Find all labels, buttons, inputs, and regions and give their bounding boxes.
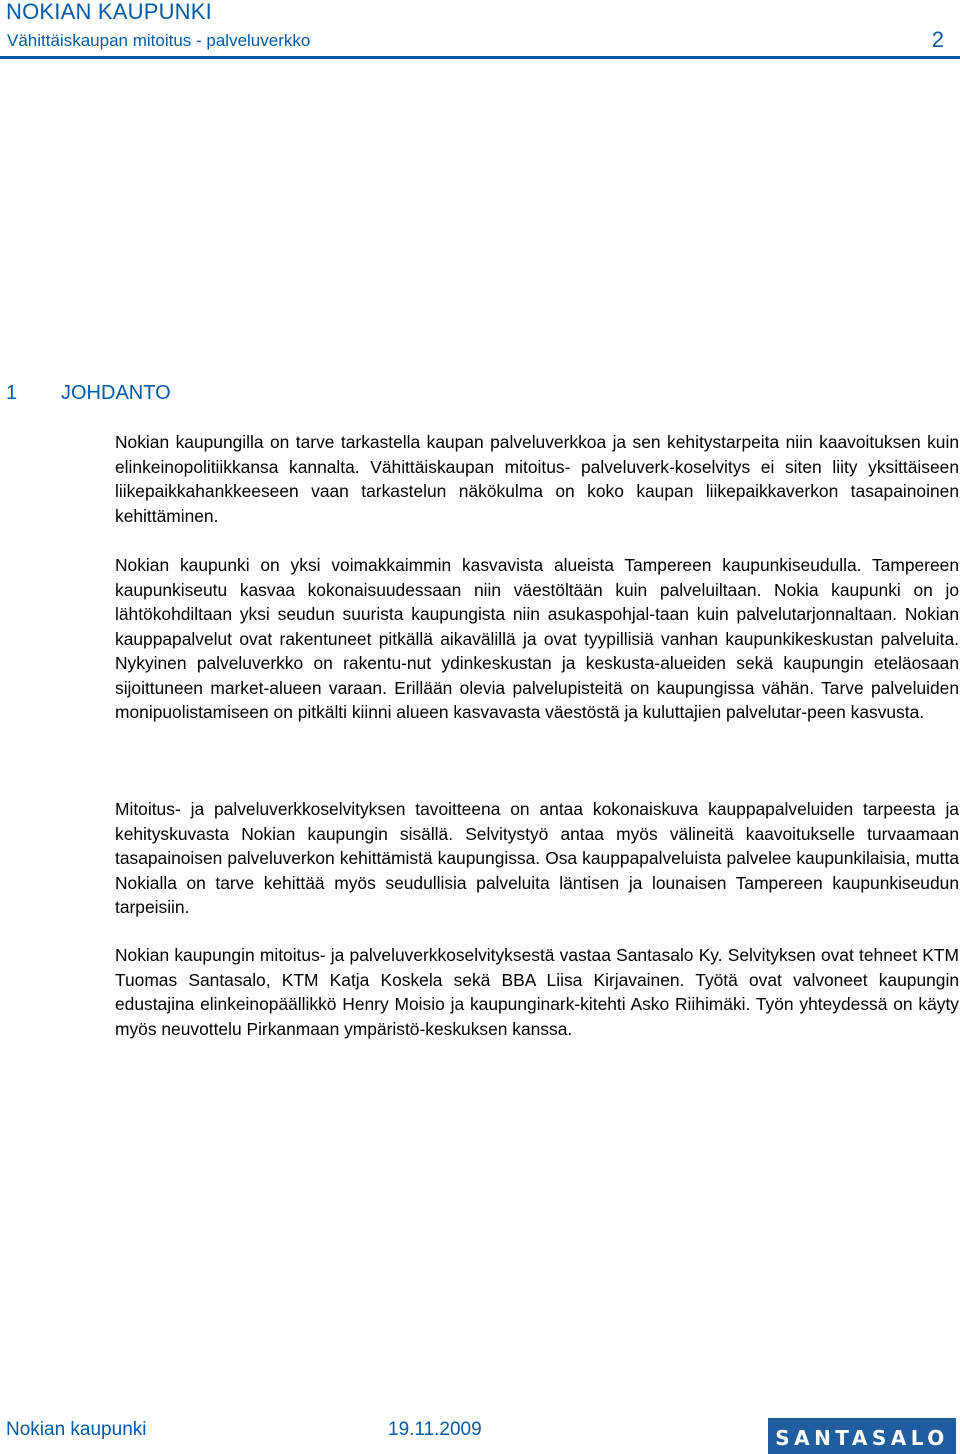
paragraph-intro: Nokian kaupungilla on tarve tarkastella kaupan palveluverkkoa ja sen kehitystarpeita niin kaavoituksen kuin elinkeinopolitiikkansa kannalta. Vähittäiskaupan mitoitus- palveluverk-koselvitys ei siten liity yksittäiseen liikepaikkahankkeeseen vaan tarkastelun näkökulma on koko kaupan liikepaikkaverkon tasapainoinen kehittäminen. <box>115 432 959 526</box>
section-heading <box>6 382 171 405</box>
header-divider <box>0 56 960 59</box>
document-subtitle: Vähittäiskaupan mitoitus - palveluverkko <box>7 31 311 50</box>
paragraph-authors: Nokian kaupungin mitoitus- ja palveluverkkoselvityksestä vastaa Santasalo Ky. Selvityksen ovat tehneet KTM Tuomas Santasalo, KTM Katja Koskela sekä BBA Liisa Kirjavainen. Työtä ovat valvoneet kaupungin edustajina elinkeinopäällikkö Henry Moisio ja kaupunginark-kitehti Asko Riihimäki. Työn yhteydessä on käyty myös neuvottelu Pirkanmaan ympäristö-keskuksen kanssa. <box>115 945 959 1039</box>
section-title: JOHDANTO <box>61 382 171 404</box>
paragraph-objective: Mitoitus- ja palveluverkkoselvityksen tavoitteena on antaa kokonaiskuva kauppapalveluiden tarpeesta ja kehityskuvasta Nokian kaupungin sisällä. Selvitystyö antaa myös välineitä kaavoitukselle turvaamaan tasapainoisen palveluverkon kehittämistä kaupungissa. Osa kauppapalveluista palvelee kaupunkilaisia, mutta Nokialla on tarve kehittää myös seudullisia palveluita läntisen ja lounaisen Tampereen kaupunkiseudun tarpeisiin. <box>115 799 959 917</box>
santasalo-logo: SANTASALO <box>768 1418 956 1454</box>
footer-organization: Nokian kaupunki <box>6 1419 147 1440</box>
page-header <box>0 0 960 62</box>
page-number: 2 <box>931 27 944 52</box>
paragraph-growth: Nokian kaupunki on yksi voimakkaimmin kasvavista alueista Tampereen kaupunkiseudulla. Tampereen kaupunkiseutu kasvaa kokonaisuudessaan niin väestöltään kuin palveluiltaan. Nokia kaupunki on jo lähtökohdiltaan yksi seudun suurista kaupungista niin asukaspohjal-taan kuin palvelutarjonnaltaan. Nokian kauppapalvelut ovat rakentuneet pitkällä aikavälillä ja ovat tyypillisiä vanhan kaupunkikeskustan palveluita. Nykyinen palveluverkko on rakentu-nut ydinkeskustan ja keskusta-alueiden sekä kaupungin eteläosaan sijoittuneen market-alueen varaan. Erillään olevia palvelupisteitä on kaupungissa vähän. Tarve palveluiden monipuolistamiseen on pitkälti kiinni alueen kasvavasta väestöstä ja kuluttajien palvelutar-peen kasvusta. <box>115 555 959 722</box>
document-title: NOKIAN KAUPUNKI <box>6 0 212 24</box>
footer-date: 19.11.2009 <box>388 1419 482 1440</box>
section-number: 1 <box>6 382 18 404</box>
